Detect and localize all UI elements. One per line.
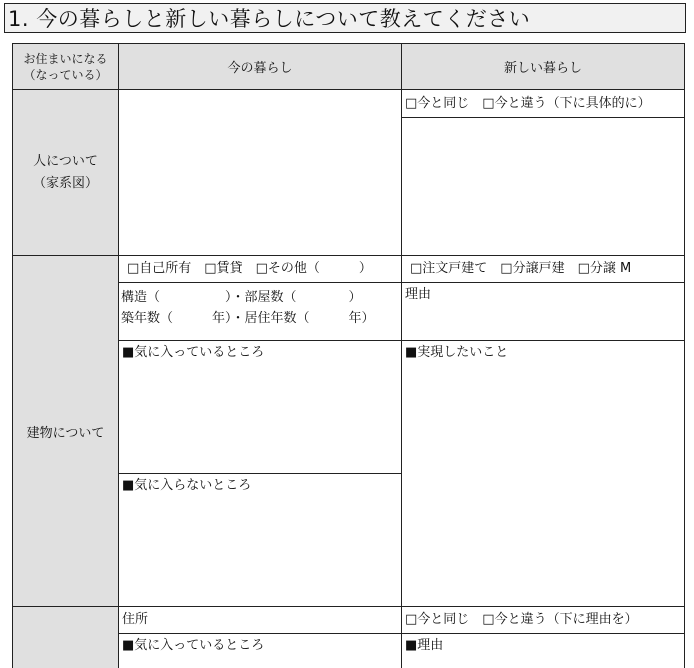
building-structure-field[interactable] <box>119 283 402 341</box>
header-col-residence: お住まいになる （なっている） <box>13 44 119 90</box>
building-wants-field[interactable]: ■実現したいこと <box>402 341 685 607</box>
person-current-field[interactable] <box>119 90 402 256</box>
building-ownership-options[interactable]: □自己所有 □賃貸 □その他（ ） <box>119 256 402 283</box>
header-col-current: 今の暮らし <box>119 44 402 90</box>
person-new-options[interactable]: □今と同じ □今と違う（下に具体的に） <box>402 90 685 118</box>
building-row-label: 建物について <box>13 256 119 607</box>
section-title: 1. 今の暮らしと新しい暮らしについて教えてください <box>4 3 686 33</box>
age-years-line: 築年数（ 年）・居住年数（ 年） <box>121 311 375 326</box>
person-new-field[interactable] <box>402 118 685 256</box>
person-row-label: 人について （家系図） <box>13 90 119 256</box>
location-likes-field[interactable]: ■気に入っているところ <box>119 634 402 668</box>
location-row-label <box>13 607 119 668</box>
location-reason-field[interactable]: ■理由 <box>402 634 685 668</box>
structure-rooms-line: 構造（ ）・部屋数（ ） <box>121 290 362 305</box>
header-col-new: 新しい暮らし <box>402 44 685 90</box>
building-dislikes-field[interactable]: ■気に入らないところ <box>119 474 402 607</box>
location-address-field[interactable]: 住所 <box>119 607 402 634</box>
building-reason-field[interactable]: 理由 <box>402 283 685 341</box>
location-new-options[interactable]: □今と同じ □今と違う（下に理由を） <box>402 607 685 634</box>
building-new-type-options[interactable]: □注文戸建て □分譲戸建 □分譲 M <box>402 256 685 283</box>
building-likes-field[interactable]: ■気に入っているところ <box>119 341 402 474</box>
